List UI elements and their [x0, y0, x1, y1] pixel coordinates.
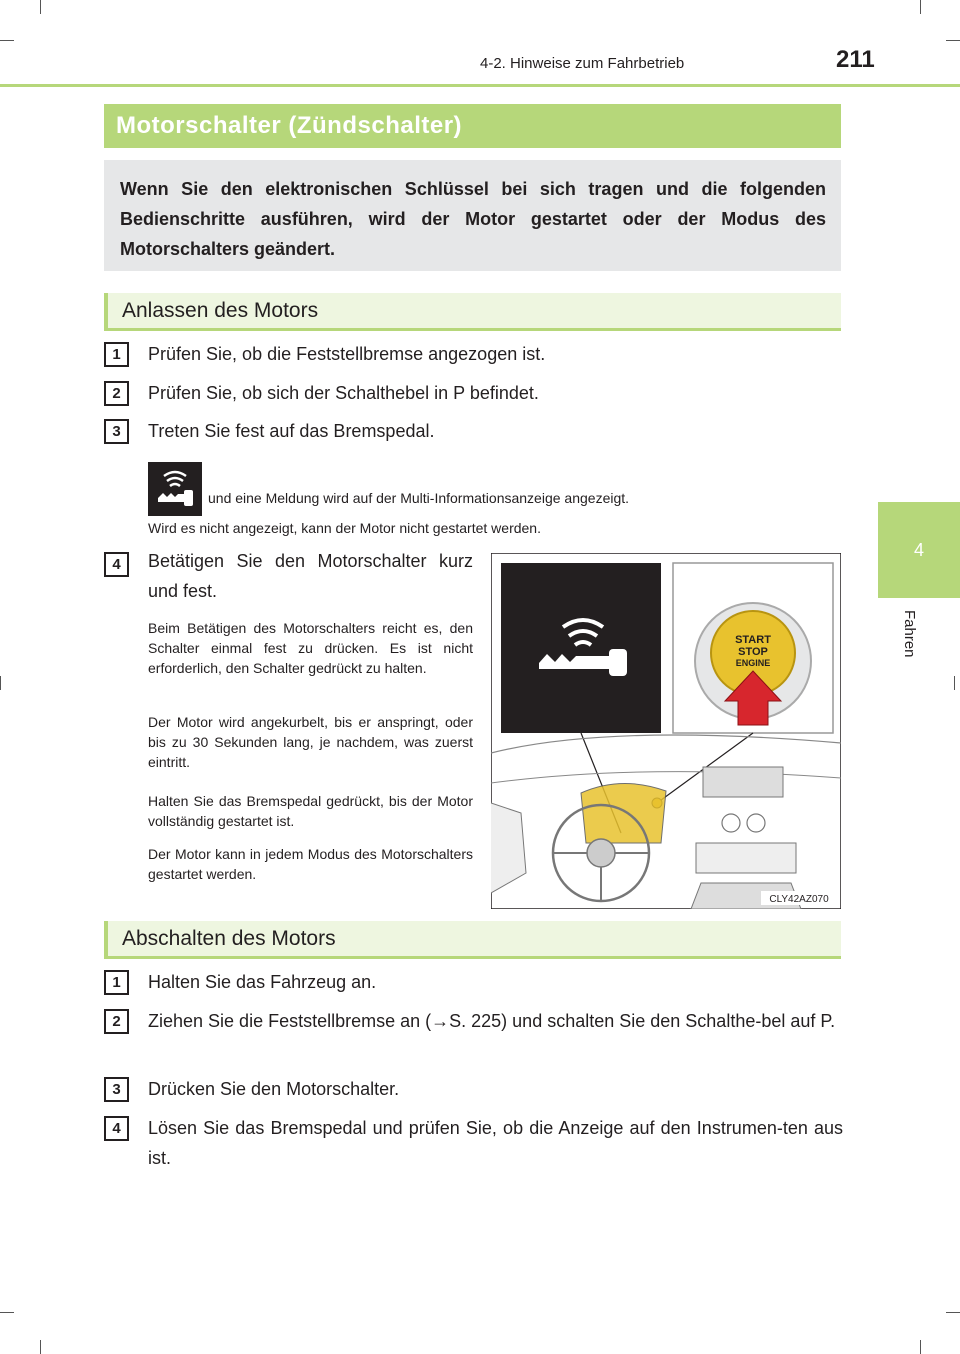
subheading-stop	[104, 921, 841, 959]
button-label-start: START	[735, 634, 771, 646]
step-number: 3	[104, 1077, 129, 1102]
step-text: Drücken Sie den Motorschalter.	[148, 1079, 400, 1099]
button-label-engine: ENGINE	[735, 658, 771, 668]
indicator-note-2: Wird es nicht angezeigt, kann der Motor nicht gestartet werden.	[148, 520, 541, 536]
page-title: Motorschalter (Zündschalter)	[116, 112, 463, 139]
crop-mark	[0, 1312, 14, 1313]
step-text: Treten Sie fest auf das Bremspedal.	[148, 421, 435, 441]
note-paragraph: Halten Sie das Bremspedal gedrückt, bis der Motor vollständig gestartet ist.	[148, 793, 473, 829]
indicator-note: und eine Meldung wird auf der Multi-Informationsanzeige angezeigt.	[208, 490, 630, 506]
subheading-start-text: Anlassen des Motors	[122, 299, 319, 322]
section-title-bar	[104, 104, 841, 148]
note-paragraph: Beim Betätigen des Motorschalters reicht es, den Schalter einmal fest zu drücken. Es ist nicht erforderlich, den Schalter gedrückt zu halten.	[148, 620, 473, 676]
figure-code: CLY42AZ070	[769, 894, 829, 905]
key-signal-icon	[148, 462, 202, 516]
step-text: Halten Sie das Fahrzeug an.	[148, 972, 377, 992]
step-text: Lösen Sie das Bremspedal und prüfen Sie, ob die Anzeige auf den Instrumen-ten aus ist.	[148, 1118, 843, 1168]
crop-mark	[954, 676, 955, 690]
crop-mark	[0, 40, 14, 41]
crop-mark	[0, 676, 1, 690]
step-number: 2	[104, 381, 129, 406]
running-head: 4-2. Hinweise zum Fahrbetrieb	[480, 55, 685, 72]
crop-mark	[920, 0, 921, 14]
button-label-stop: STOP	[738, 646, 768, 658]
page-number: 211	[836, 46, 875, 73]
step-number: 1	[104, 342, 129, 367]
chapter-tab: 4	[878, 502, 960, 598]
crop-mark	[40, 1340, 41, 1354]
intro-box	[104, 160, 841, 271]
step-text: Ziehen Sie die Feststellbremse an (→S. 225) und schalten Sie den Schalthe-bel auf P.	[148, 1011, 836, 1031]
crop-mark	[946, 1312, 960, 1313]
step-number: 1	[104, 970, 129, 995]
crop-mark	[920, 1340, 921, 1354]
subheading-start	[104, 293, 841, 331]
subheading-stop-text: Abschalten des Motors	[122, 927, 336, 950]
step-text: Betätigen Sie den Motorschalter kurz und fest.	[148, 551, 473, 601]
step-number: 4	[104, 552, 129, 577]
crop-mark	[40, 0, 41, 14]
chapter-label	[880, 610, 922, 670]
step-text: Prüfen Sie, ob die Feststellbremse angezogen ist.	[148, 344, 546, 364]
step-number: 2	[104, 1009, 129, 1034]
intro-text: Wenn Sie den elektronischen Schlüssel bei sich tragen und die folgenden Bedienschritte ausführen, wird der Motor gestartet oder der Modus des Motorschalters geändert.	[120, 179, 826, 259]
step-text: Prüfen Sie, ob sich der Schalthebel in P befindet.	[148, 383, 539, 403]
crop-mark	[946, 40, 960, 41]
chapter-label-text: Fahren	[901, 610, 918, 658]
dashboard-illustration	[491, 553, 841, 909]
note-paragraph: Der Motor wird angekurbelt, bis er anspringt, oder bis zu 30 Sekunden lang, je nachdem, was zuerst eintritt.	[148, 714, 473, 770]
step-number: 4	[104, 1116, 129, 1141]
header-rule	[0, 84, 960, 87]
note-paragraph: Der Motor kann in jedem Modus des Motorschalters gestartet werden.	[148, 846, 473, 882]
step-number: 3	[104, 419, 129, 444]
